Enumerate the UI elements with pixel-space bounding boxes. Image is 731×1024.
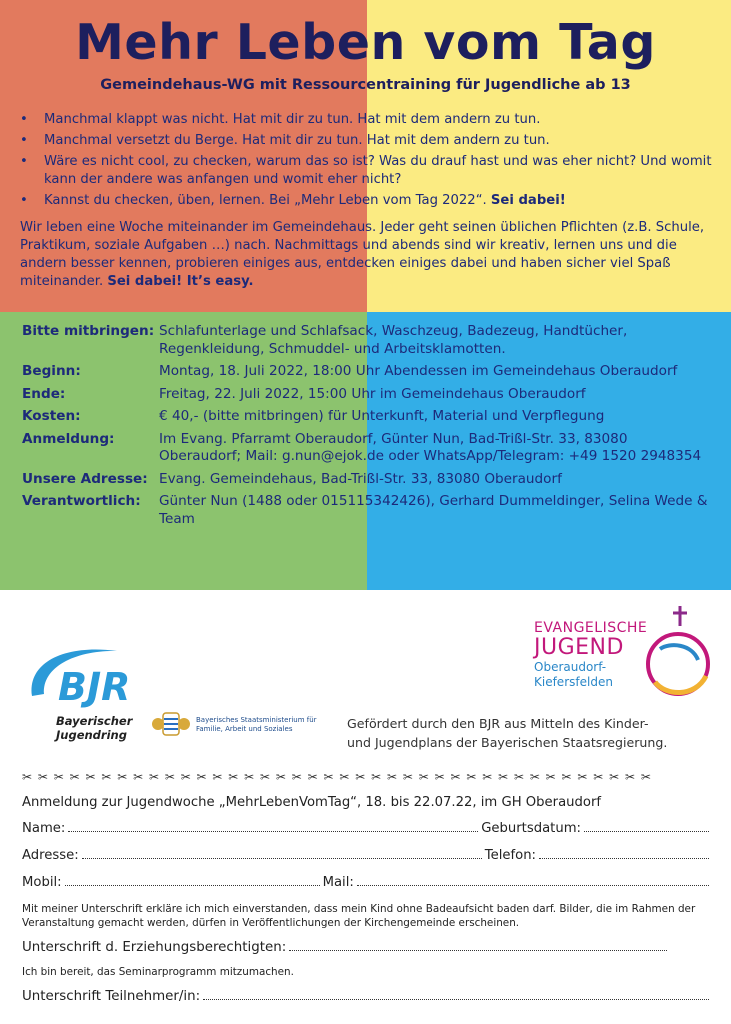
ej-cross-ring-icon — [640, 604, 720, 700]
cut-line: ✂ ✂ ✂ ✂ ✂ ✂ ✂ ✂ ✂ ✂ ✂ ✂ ✂ ✂ ✂ ✂ ✂ ✂ ✂ ✂ ✂ ✂ ✂ ✂ ✂ ✂ ✂ ✂ ✂ ✂ ✂ ✂ ✂ ✂ ✂ ✂ ✂ ✂ ✂ ✂ — [22, 770, 652, 784]
info-row-address: Unsere Adresse: Evang. Gemeindehaus, Bad-Trißl-Str. 33, 83080 Oberaudorf — [22, 470, 562, 487]
bullet-emphasis: Sei dabei! — [490, 193, 566, 208]
page-subtitle: Gemeindehaus-WG mit Ressourcentraining für Jugendliche ab 13 — [100, 77, 631, 93]
ej-logo: EVANGELISCHE JUGEND Oberaudorf- Kiefersfelden — [534, 604, 724, 704]
parent-signature-field[interactable] — [289, 941, 667, 951]
registration-form — [22, 795, 712, 1014]
intro-bullets — [20, 111, 720, 213]
program-consent-text: Ich bin bereit, das Seminarprogramm mitzumachen. — [22, 966, 294, 978]
consent-text: Mit meiner Unterschrift erkläre ich mich einverstanden, dass mein Kind ohne Badeaufsicht baden darf. Bilder, die im Rahmen der Veranstaltung gemacht werden, dürfen in Veröffentlichungen der Kirchengemeinde erscheinen. — [22, 903, 696, 929]
form-row-mobile: Mobil: Mail: — [22, 875, 712, 890]
intro-paragraph: Wir leben eine Woche miteinander im Gemeindehaus. Jeder geht seinen üblichen Pflichten (z.B. Schule, Praktikum, soziale Aufgaben …) nach. Nachmittags und abends sind wir kreativ, lernen uns und die andern besser kennen, probieren einiges aus, entdecken einiges dabei und haben sicher viel Spaß miteinander. Sei dabei! It’s easy. — [20, 220, 705, 289]
info-row-registration: Anmeldung: Im Evang. Pfarramt Oberaudorf, Günter Nun, Bad-Trißl-Str. 33, 83080 Oberaudorf; Mail: g.nun@ejok.de oder WhatsApp/Telegram: +49 1520 2948354 — [22, 430, 702, 464]
bjr-name: Bayerischer Jugendring — [56, 714, 133, 742]
page-title: Mehr Leben vom Tag — [75, 14, 656, 71]
phone-field[interactable] — [539, 849, 709, 859]
funding-note: Gefördert durch den BJR aus Mitteln des Kinder- und Jugendplans der Bayerischen Staatsregierung. — [347, 716, 668, 750]
form-row-address: Adresse: Telefon: — [22, 848, 712, 863]
info-row-bring: Bitte mitbringen: Schlafunterlage und Schlafsack, Waschzeug, Badezeug, Handtücher, Regenkleidung, Schmuddel- und Arbeitsklamotten. — [22, 323, 628, 357]
form-row-participant-signature: Unterschrift Teilnehmer/in: — [22, 989, 712, 1004]
mail-field[interactable] — [357, 876, 709, 886]
intro-emphasis: Sei dabei! It’s easy. — [107, 274, 254, 289]
form-title: Anmeldung zur Jugendwoche „MehrLebenVomTag“, 18. bis 22.07.22, im GH Oberaudorf — [22, 795, 602, 810]
mobile-field[interactable] — [65, 876, 320, 886]
event-info — [22, 323, 712, 533]
bullet-item: • Wäre es nicht cool, zu checken, warum das so ist? Was du drauf hast und was eher nicht? Und womit kann der andere was anfangen und womit eher nicht? — [20, 153, 720, 189]
address-field[interactable] — [82, 849, 482, 859]
ministry-logo: Bayerisches Staatsministerium für Familie, Arbeit und Soziales — [150, 711, 330, 741]
birthdate-field[interactable] — [584, 822, 709, 832]
info-row-responsible: Verantwortlich: Günter Nun (1488 oder 015115342426), Gerhard Dummeldinger, Selina Wede & Team — [22, 493, 708, 527]
info-row-end: Ende: Freitag, 22. Juli 2022, 15:00 Uhr im Gemeindehaus Oberaudorf — [22, 385, 586, 402]
bjr-mark: BJR — [58, 665, 131, 709]
bullet-item: • Manchmal klappt was nicht. Hat mit dir zu tun. Hat mit dem andern zu tun. — [20, 111, 720, 129]
info-row-start: Beginn: Montag, 18. Juli 2022, 18:00 Uhr Abendessen im Gemeindehaus Oberaudorf — [22, 363, 678, 379]
form-row-parent-signature: Unterschrift d. Erziehungsberechtigten: — [22, 940, 712, 955]
form-row-name: Name: Geburtsdatum: — [22, 821, 712, 836]
name-field[interactable] — [68, 822, 478, 832]
participant-signature-field[interactable] — [203, 990, 709, 1000]
bullet-item: • Kannst du checken, üben, lernen. Bei „Mehr Leben vom Tag 2022“. Sei dabei! — [20, 192, 720, 210]
info-row-costs: Kosten: € 40,- (bitte mitbringen) für Unterkunft, Material und Verpflegung — [22, 408, 605, 424]
bavarian-crest-icon — [150, 711, 192, 739]
bullet-item: • Manchmal versetzt du Berge. Hat mit dir zu tun. Hat mit dem andern zu tun. — [20, 132, 720, 150]
